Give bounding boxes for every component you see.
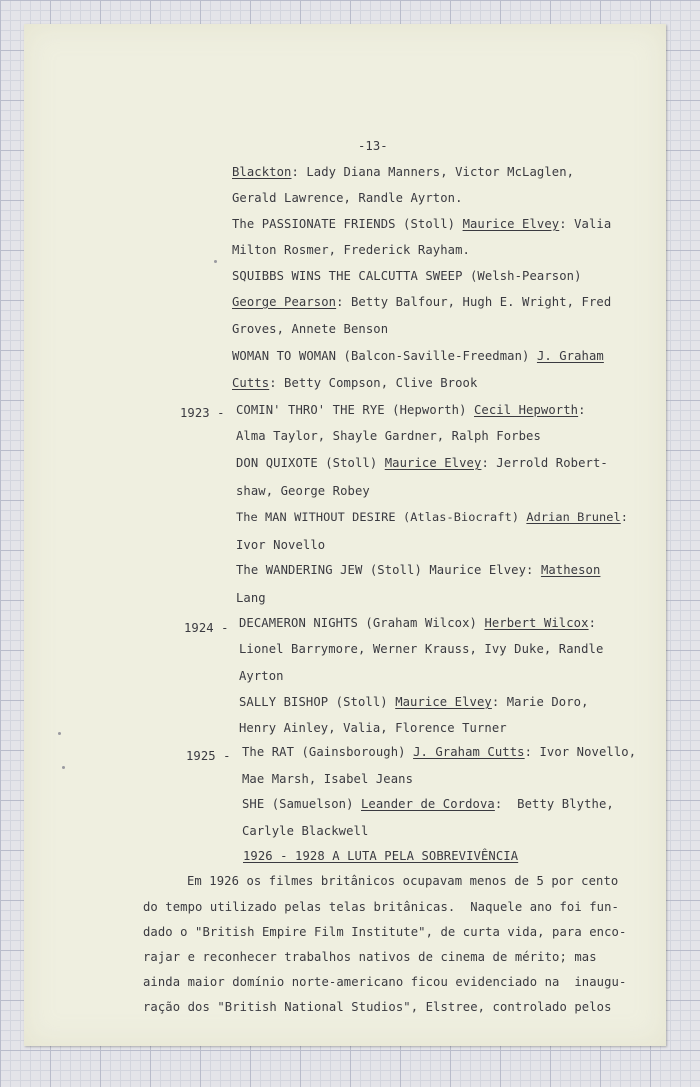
entry-line: Alma Taylor, Shayle Gardner, Ralph Forbes [236, 429, 541, 443]
paper-speck [58, 732, 61, 735]
entry-line: Ayrton [239, 669, 284, 683]
director-name: Adrian Brunel [526, 510, 621, 524]
entry-text: : Betty Balfour, Hugh E. Wright, Fred [336, 295, 612, 309]
entry-line [242, 744, 636, 760]
page-number: -13- [358, 139, 388, 153]
entry-line: Ivor Novello [236, 538, 326, 552]
entry-text: : Betty Blythe, [494, 797, 614, 811]
film-text: WOMAN TO WOMAN (Balcon-Saville-Freedman) [232, 349, 537, 363]
year-label: 1925 - [186, 749, 231, 763]
director-name: J. Graham [536, 349, 604, 363]
entry-line [232, 375, 477, 391]
entry-line [232, 216, 611, 232]
director-name: George Pearson [232, 295, 337, 309]
entry-line [232, 294, 611, 310]
entry-line [232, 348, 604, 364]
entry-line: Henry Ainley, Valia, Florence Turner [239, 721, 507, 735]
paragraph-line: ração dos "British National Studios", Elstree, controlado pelos [143, 1000, 612, 1014]
entry-line: Lang [236, 591, 266, 605]
section-heading: 1926 - 1928 A LUTA PELA SOBREVIVÊNCIA [243, 849, 519, 863]
film-text: The RAT (Gainsborough) [242, 745, 414, 759]
film-text: SHE (Samuelson) [242, 797, 361, 811]
film-text: COMIN' THRO' THE RYE (Hepworth) [236, 403, 474, 417]
entry-line: Carlyle Blackwell [242, 824, 369, 838]
entry-text: : Betty Compson, Clive Brook [269, 376, 478, 390]
document-page [24, 24, 666, 1046]
entry-text: : Valia [559, 217, 612, 231]
entry-text: : Lady Diana Manners, Victor McLaglen, [291, 165, 575, 179]
director-name: Herbert Wilcox [484, 616, 589, 630]
entry-line [232, 164, 574, 180]
entry-line [239, 694, 589, 710]
entry-line: shaw, George Robey [236, 484, 370, 498]
entry-line: Mae Marsh, Isabel Jeans [242, 772, 414, 786]
director-name: Leander de Cordova [361, 797, 495, 811]
paper-speck [214, 260, 217, 263]
entry-line [236, 402, 586, 418]
director-name: Cecil Hepworth [474, 403, 579, 417]
director-name: Cutts [232, 376, 270, 390]
entry-line [236, 455, 608, 471]
entry-text: : Ivor Novello, [524, 745, 637, 759]
entry-line: Groves, Annete Benson [232, 322, 389, 336]
director-name: Maurice Elvey [384, 456, 482, 470]
entry-line [242, 796, 614, 812]
paragraph-line: do tempo utilizado pelas telas britânicas. Naquele ano foi fun- [143, 900, 619, 914]
paper-speck [62, 766, 65, 769]
entry-line [236, 509, 628, 525]
paragraph-line: ainda maior domínio norte-americano ficou evidenciado na inaugu- [143, 975, 627, 989]
director-name: Blackton [232, 165, 292, 179]
actor-name: Matheson [540, 563, 601, 577]
entry-text: : [578, 403, 586, 417]
film-text: DON QUIXOTE (Stoll) [236, 456, 385, 470]
entry-line: SQUIBBS WINS THE CALCUTTA SWEEP (Welsh-Pearson) [232, 269, 582, 283]
entry-text: : Marie Doro, [491, 695, 589, 709]
entry-line [239, 615, 596, 631]
director-name: Maurice Elvey [462, 217, 560, 231]
film-text: The PASSIONATE FRIENDS (Stoll) [232, 217, 463, 231]
entry-line: Milton Rosmer, Frederick Rayham. [232, 243, 470, 257]
paragraph-line: Em 1926 os filmes britânicos ocupavam menos de 5 por cento [187, 874, 619, 888]
director-name: J. Graham Cutts [413, 745, 525, 759]
entry-text: : Jerrold Robert- [481, 456, 608, 470]
entry-text: : [620, 510, 628, 524]
film-text: DECAMERON NIGHTS (Graham Wilcox) [239, 616, 485, 630]
paragraph-line: rajar e reconhecer trabalhos nativos de cinema de mérito; mas [143, 950, 597, 964]
paragraph-line: dado o "British Empire Film Institute", de curta vida, para enco- [143, 925, 627, 939]
director-name: Maurice Elvey [395, 695, 492, 709]
entry-line: Gerald Lawrence, Randle Ayrton. [232, 191, 463, 205]
film-text: The WANDERING JEW (Stoll) Maurice Elvey: [236, 563, 541, 577]
entry-line [236, 562, 600, 578]
film-text: SALLY BISHOP (Stoll) [239, 695, 396, 709]
entry-text: : [588, 616, 596, 630]
year-label: 1924 - [184, 621, 229, 635]
year-label: 1923 - [180, 406, 225, 420]
film-text: The MAN WITHOUT DESIRE (Atlas-Biocraft) [236, 510, 527, 524]
entry-line: Lionel Barrymore, Werner Krauss, Ivy Duke, Randle [239, 642, 604, 656]
